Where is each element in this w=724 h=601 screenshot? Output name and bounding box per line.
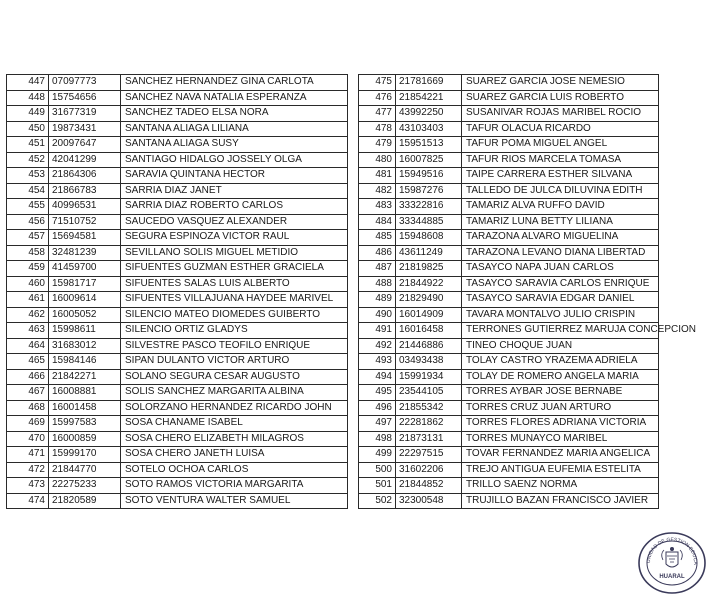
table-row bbox=[359, 152, 659, 168]
row-number: 472 bbox=[7, 462, 49, 478]
row-number: 495 bbox=[359, 385, 396, 401]
row-number: 452 bbox=[7, 152, 49, 168]
row-dni: 43103403 bbox=[396, 121, 462, 137]
row-dni: 15948608 bbox=[396, 230, 462, 246]
row-dni: 15694581 bbox=[49, 230, 121, 246]
row-dni: 22275233 bbox=[49, 478, 121, 494]
row-number: 499 bbox=[359, 447, 396, 463]
row-name: TAFUR RIOS MARCELA TOMASA bbox=[462, 152, 659, 168]
row-name: SANCHEZ NAVA NATALIA ESPERANZA bbox=[121, 90, 348, 106]
row-dni: 15951513 bbox=[396, 137, 462, 153]
table-row bbox=[7, 416, 348, 432]
row-name: SOLORZANO HERNANDEZ RICARDO JOHN bbox=[121, 400, 348, 416]
table-row bbox=[359, 276, 659, 292]
table-row bbox=[7, 106, 348, 122]
row-name: SIPAN DULANTO VICTOR ARTURO bbox=[121, 354, 348, 370]
row-dni: 21844770 bbox=[49, 462, 121, 478]
row-name: SIFUENTES GUZMAN ESTHER GRACIELA bbox=[121, 261, 348, 277]
row-name: SILVESTRE PASCO TEOFILO ENRIQUE bbox=[121, 338, 348, 354]
row-dni: 21854221 bbox=[396, 90, 462, 106]
row-number: 450 bbox=[7, 121, 49, 137]
row-number: 478 bbox=[359, 121, 396, 137]
row-dni: 31683012 bbox=[49, 338, 121, 354]
row-name: SOTO VENTURA WALTER SAMUEL bbox=[121, 493, 348, 509]
row-dni: 19873431 bbox=[49, 121, 121, 137]
row-number: 464 bbox=[7, 338, 49, 354]
row-dni: 21446886 bbox=[396, 338, 462, 354]
row-dni: 21829490 bbox=[396, 292, 462, 308]
row-dni: 16000859 bbox=[49, 431, 121, 447]
row-number: 458 bbox=[7, 245, 49, 261]
row-number: 457 bbox=[7, 230, 49, 246]
row-name: SANTANA ALIAGA LILIANA bbox=[121, 121, 348, 137]
row-number: 455 bbox=[7, 199, 49, 215]
row-name: SUAREZ GARCIA LUIS ROBERTO bbox=[462, 90, 659, 106]
table-row bbox=[359, 385, 659, 401]
row-number: 496 bbox=[359, 400, 396, 416]
row-number: 465 bbox=[7, 354, 49, 370]
row-name: SUAREZ GARCIA JOSE NEMESIO bbox=[462, 75, 659, 91]
table-row bbox=[7, 121, 348, 137]
row-name: TORRES AYBAR JOSE BERNABE bbox=[462, 385, 659, 401]
roster-table-left-body bbox=[7, 75, 348, 509]
svg-text:UNIDAD DE GESTION EDUCATIVA LO bbox=[636, 530, 698, 565]
row-dni: 16009614 bbox=[49, 292, 121, 308]
table-row bbox=[359, 168, 659, 184]
row-name: SOTELO OCHOA CARLOS bbox=[121, 462, 348, 478]
table-row bbox=[359, 183, 659, 199]
row-dni: 15998611 bbox=[49, 323, 121, 339]
row-name: TASAYCO NAPA JUAN CARLOS bbox=[462, 261, 659, 277]
row-name: TOVAR FERNANDEZ MARIA ANGELICA bbox=[462, 447, 659, 463]
table-row bbox=[359, 245, 659, 261]
row-dni: 21819825 bbox=[396, 261, 462, 277]
row-dni: 21873131 bbox=[396, 431, 462, 447]
row-name: TORRES MUNAYCO MARIBEL bbox=[462, 431, 659, 447]
row-number: 480 bbox=[359, 152, 396, 168]
roster-table-right bbox=[358, 74, 697, 509]
row-name: SOTO RAMOS VICTORIA MARGARITA bbox=[121, 478, 348, 494]
table-row bbox=[7, 369, 348, 385]
row-number: 449 bbox=[7, 106, 49, 122]
row-name: TASAYCO SARAVIA CARLOS ENRIQUE bbox=[462, 276, 659, 292]
table-row bbox=[359, 75, 659, 91]
row-name: SUSANIVAR ROJAS MARIBEL ROCIO bbox=[462, 106, 659, 122]
row-dni: 22297515 bbox=[396, 447, 462, 463]
row-dni: 16014909 bbox=[396, 307, 462, 323]
table-row bbox=[7, 338, 348, 354]
row-name: SARRIA DIAZ ROBERTO CARLOS bbox=[121, 199, 348, 215]
table-row bbox=[359, 462, 659, 478]
table-row bbox=[359, 400, 659, 416]
table-row bbox=[7, 90, 348, 106]
table-row bbox=[7, 307, 348, 323]
row-dni: 31602206 bbox=[396, 462, 462, 478]
row-number: 497 bbox=[359, 416, 396, 432]
table-row bbox=[7, 385, 348, 401]
table-row bbox=[359, 214, 659, 230]
seal-ring-text: UNIDAD DE GESTION EDUCA bbox=[645, 536, 699, 565]
row-dni: 22281862 bbox=[396, 416, 462, 432]
table-row bbox=[7, 199, 348, 215]
table-row bbox=[7, 400, 348, 416]
table-row bbox=[359, 307, 659, 323]
row-dni: 03493438 bbox=[396, 354, 462, 370]
row-name: SEVILLANO SOLIS MIGUEL METIDIO bbox=[121, 245, 348, 261]
row-dni: 16005052 bbox=[49, 307, 121, 323]
row-dni: 32481239 bbox=[49, 245, 121, 261]
row-name: TAMARIZ LUNA BETTY LILIANA bbox=[462, 214, 659, 230]
table-row bbox=[7, 261, 348, 277]
row-name: SOSA CHANAME ISABEL bbox=[121, 416, 348, 432]
row-name: SIFUENTES VILLAJUANA HAYDEE MARIVEL bbox=[121, 292, 348, 308]
row-dni: 15997583 bbox=[49, 416, 121, 432]
table-row bbox=[7, 354, 348, 370]
table-row bbox=[359, 90, 659, 106]
row-name: TINEO CHOQUE JUAN bbox=[462, 338, 659, 354]
row-name: SANCHEZ TADEO ELSA NORA bbox=[121, 106, 348, 122]
row-number: 463 bbox=[7, 323, 49, 339]
row-number: 498 bbox=[359, 431, 396, 447]
row-dni: 16008881 bbox=[49, 385, 121, 401]
row-name: TALLEDO DE JULCA DILUVINA EDITH bbox=[462, 183, 659, 199]
row-name: SILENCIO ORTIZ GLADYS bbox=[121, 323, 348, 339]
row-dni: 07097773 bbox=[49, 75, 121, 91]
row-number: 501 bbox=[359, 478, 396, 494]
row-dni: 21842271 bbox=[49, 369, 121, 385]
row-number: 494 bbox=[359, 369, 396, 385]
row-dni: 15949516 bbox=[396, 168, 462, 184]
row-number: 466 bbox=[7, 369, 49, 385]
row-number: 475 bbox=[359, 75, 396, 91]
row-dni: 33322816 bbox=[396, 199, 462, 215]
roster-table-left bbox=[6, 74, 348, 509]
table-row bbox=[7, 168, 348, 184]
row-number: 473 bbox=[7, 478, 49, 494]
official-seal-stamp bbox=[636, 530, 708, 596]
row-name: TAFUR POMA MIGUEL ANGEL bbox=[462, 137, 659, 153]
row-name: TERRONES GUTIERREZ MARUJA CONCEPCION bbox=[462, 323, 659, 339]
table-row bbox=[359, 292, 659, 308]
table-row bbox=[7, 214, 348, 230]
table-row bbox=[7, 447, 348, 463]
table-row bbox=[359, 431, 659, 447]
roster-table-right-body bbox=[359, 75, 697, 509]
table-row bbox=[7, 323, 348, 339]
row-dni: 31677319 bbox=[49, 106, 121, 122]
row-name: SARAVIA QUINTANA HECTOR bbox=[121, 168, 348, 184]
row-dni: 20097647 bbox=[49, 137, 121, 153]
table-row bbox=[7, 462, 348, 478]
row-name: TAIPE CARRERA ESTHER SILVANA bbox=[462, 168, 659, 184]
row-name: SANTANA ALIAGA SUSY bbox=[121, 137, 348, 153]
table-row bbox=[7, 230, 348, 246]
row-name: TRILLO SAENZ NORMA bbox=[462, 478, 659, 494]
row-number: 490 bbox=[359, 307, 396, 323]
row-dni: 16001458 bbox=[49, 400, 121, 416]
row-number: 453 bbox=[7, 168, 49, 184]
table-row bbox=[359, 137, 659, 153]
row-number: 469 bbox=[7, 416, 49, 432]
table-row bbox=[7, 75, 348, 91]
row-dni: 15981717 bbox=[49, 276, 121, 292]
row-name: SOSA CHERO ELIZABETH MILAGROS bbox=[121, 431, 348, 447]
table-row bbox=[7, 478, 348, 494]
row-number: 481 bbox=[359, 168, 396, 184]
row-name: TASAYCO SARAVIA EDGAR DANIEL bbox=[462, 292, 659, 308]
table-row bbox=[359, 106, 659, 122]
row-dni: 21866783 bbox=[49, 183, 121, 199]
row-dni: 21864306 bbox=[49, 168, 121, 184]
row-number: 491 bbox=[359, 323, 396, 339]
row-number: 459 bbox=[7, 261, 49, 277]
row-dni: 15987276 bbox=[396, 183, 462, 199]
row-name: SIFUENTES SALAS LUIS ALBERTO bbox=[121, 276, 348, 292]
row-number: 468 bbox=[7, 400, 49, 416]
row-name: SOLANO SEGURA CESAR AUGUSTO bbox=[121, 369, 348, 385]
table-row bbox=[7, 431, 348, 447]
table-row bbox=[7, 245, 348, 261]
row-name: SOSA CHERO JANETH LUISA bbox=[121, 447, 348, 463]
row-dni: 15991934 bbox=[396, 369, 462, 385]
table-row bbox=[359, 261, 659, 277]
row-dni: 43611249 bbox=[396, 245, 462, 261]
row-name: TRUJILLO BAZAN FRANCISCO JAVIER bbox=[462, 493, 659, 509]
table-row bbox=[7, 276, 348, 292]
seal-place-text: HUARAL bbox=[659, 574, 685, 580]
table-row bbox=[7, 493, 348, 509]
row-dni: 15999170 bbox=[49, 447, 121, 463]
row-number: 456 bbox=[7, 214, 49, 230]
table-row bbox=[359, 121, 659, 137]
row-number: 460 bbox=[7, 276, 49, 292]
row-number: 461 bbox=[7, 292, 49, 308]
row-dni: 33344885 bbox=[396, 214, 462, 230]
row-name: SANTIAGO HIDALGO JOSSELY OLGA bbox=[121, 152, 348, 168]
table-row bbox=[359, 338, 659, 354]
row-number: 500 bbox=[359, 462, 396, 478]
row-dni: 16016458 bbox=[396, 323, 462, 339]
row-number: 448 bbox=[7, 90, 49, 106]
row-dni: 21781669 bbox=[396, 75, 462, 91]
row-number: 493 bbox=[359, 354, 396, 370]
row-name: TAMARIZ ALVA RUFFO DAVID bbox=[462, 199, 659, 215]
row-name: TAFUR OLACUA RICARDO bbox=[462, 121, 659, 137]
row-dni: 23544105 bbox=[396, 385, 462, 401]
row-name: TAVARA MONTALVO JULIO CRISPIN bbox=[462, 307, 659, 323]
row-number: 488 bbox=[359, 276, 396, 292]
row-number: 451 bbox=[7, 137, 49, 153]
row-number: 479 bbox=[359, 137, 396, 153]
row-dni: 21855342 bbox=[396, 400, 462, 416]
row-number: 486 bbox=[359, 245, 396, 261]
row-name: SEGURA ESPINOZA VICTOR RAUL bbox=[121, 230, 348, 246]
table-row bbox=[359, 416, 659, 432]
row-name: TREJO ANTIGUA EUFEMIA ESTELITA bbox=[462, 462, 659, 478]
table-row bbox=[359, 199, 659, 215]
row-dni: 43992250 bbox=[396, 106, 462, 122]
row-dni: 21820589 bbox=[49, 493, 121, 509]
table-row bbox=[359, 478, 659, 494]
row-dni: 71510752 bbox=[49, 214, 121, 230]
row-dni: 15754656 bbox=[49, 90, 121, 106]
row-number: 487 bbox=[359, 261, 396, 277]
row-number: 483 bbox=[359, 199, 396, 215]
row-name: TOLAY CASTRO YRAZEMA ADRIELA bbox=[462, 354, 659, 370]
seal-emblem-icon bbox=[636, 530, 708, 596]
row-dni: 42041299 bbox=[49, 152, 121, 168]
table-row bbox=[7, 292, 348, 308]
row-name: SARRIA DIAZ JANET bbox=[121, 183, 348, 199]
row-name: TORRES FLORES ADRIANA VICTORIA bbox=[462, 416, 659, 432]
row-number: 474 bbox=[7, 493, 49, 509]
row-number: 484 bbox=[359, 214, 396, 230]
row-number: 489 bbox=[359, 292, 396, 308]
row-name: TARAZONA ALVARO MIGUELINA bbox=[462, 230, 659, 246]
row-dni: 41459700 bbox=[49, 261, 121, 277]
row-number: 462 bbox=[7, 307, 49, 323]
table-row bbox=[359, 230, 659, 246]
row-dni: 15984146 bbox=[49, 354, 121, 370]
table-row bbox=[359, 323, 659, 339]
row-name: TORRES CRUZ JUAN ARTURO bbox=[462, 400, 659, 416]
row-number: 482 bbox=[359, 183, 396, 199]
table-row bbox=[7, 137, 348, 153]
row-number: 471 bbox=[7, 447, 49, 463]
table-row bbox=[359, 369, 659, 385]
row-number: 502 bbox=[359, 493, 396, 509]
row-number: 467 bbox=[7, 385, 49, 401]
row-name: SILENCIO MATEO DIOMEDES GUIBERTO bbox=[121, 307, 348, 323]
row-dni: 32300548 bbox=[396, 493, 462, 509]
table-row bbox=[359, 354, 659, 370]
row-number: 476 bbox=[359, 90, 396, 106]
row-number: 470 bbox=[7, 431, 49, 447]
table-row bbox=[7, 152, 348, 168]
row-name: SAUCEDO VASQUEZ ALEXANDER bbox=[121, 214, 348, 230]
row-number: 454 bbox=[7, 183, 49, 199]
table-row bbox=[359, 447, 659, 463]
row-name: SANCHEZ HERNANDEZ GINA CARLOTA bbox=[121, 75, 348, 91]
row-dni: 21844922 bbox=[396, 276, 462, 292]
row-name: TOLAY DE ROMERO ANGELA MARIA bbox=[462, 369, 659, 385]
row-name: SOLIS SANCHEZ MARGARITA ALBINA bbox=[121, 385, 348, 401]
row-number: 447 bbox=[7, 75, 49, 91]
row-number: 485 bbox=[359, 230, 396, 246]
row-name: TARAZONA LEVANO DIANA LIBERTAD bbox=[462, 245, 659, 261]
row-dni: 16007825 bbox=[396, 152, 462, 168]
table-row bbox=[359, 493, 659, 509]
row-number: 477 bbox=[359, 106, 396, 122]
table-row bbox=[7, 183, 348, 199]
row-dni: 21844852 bbox=[396, 478, 462, 494]
row-number: 492 bbox=[359, 338, 396, 354]
row-dni: 40996531 bbox=[49, 199, 121, 215]
